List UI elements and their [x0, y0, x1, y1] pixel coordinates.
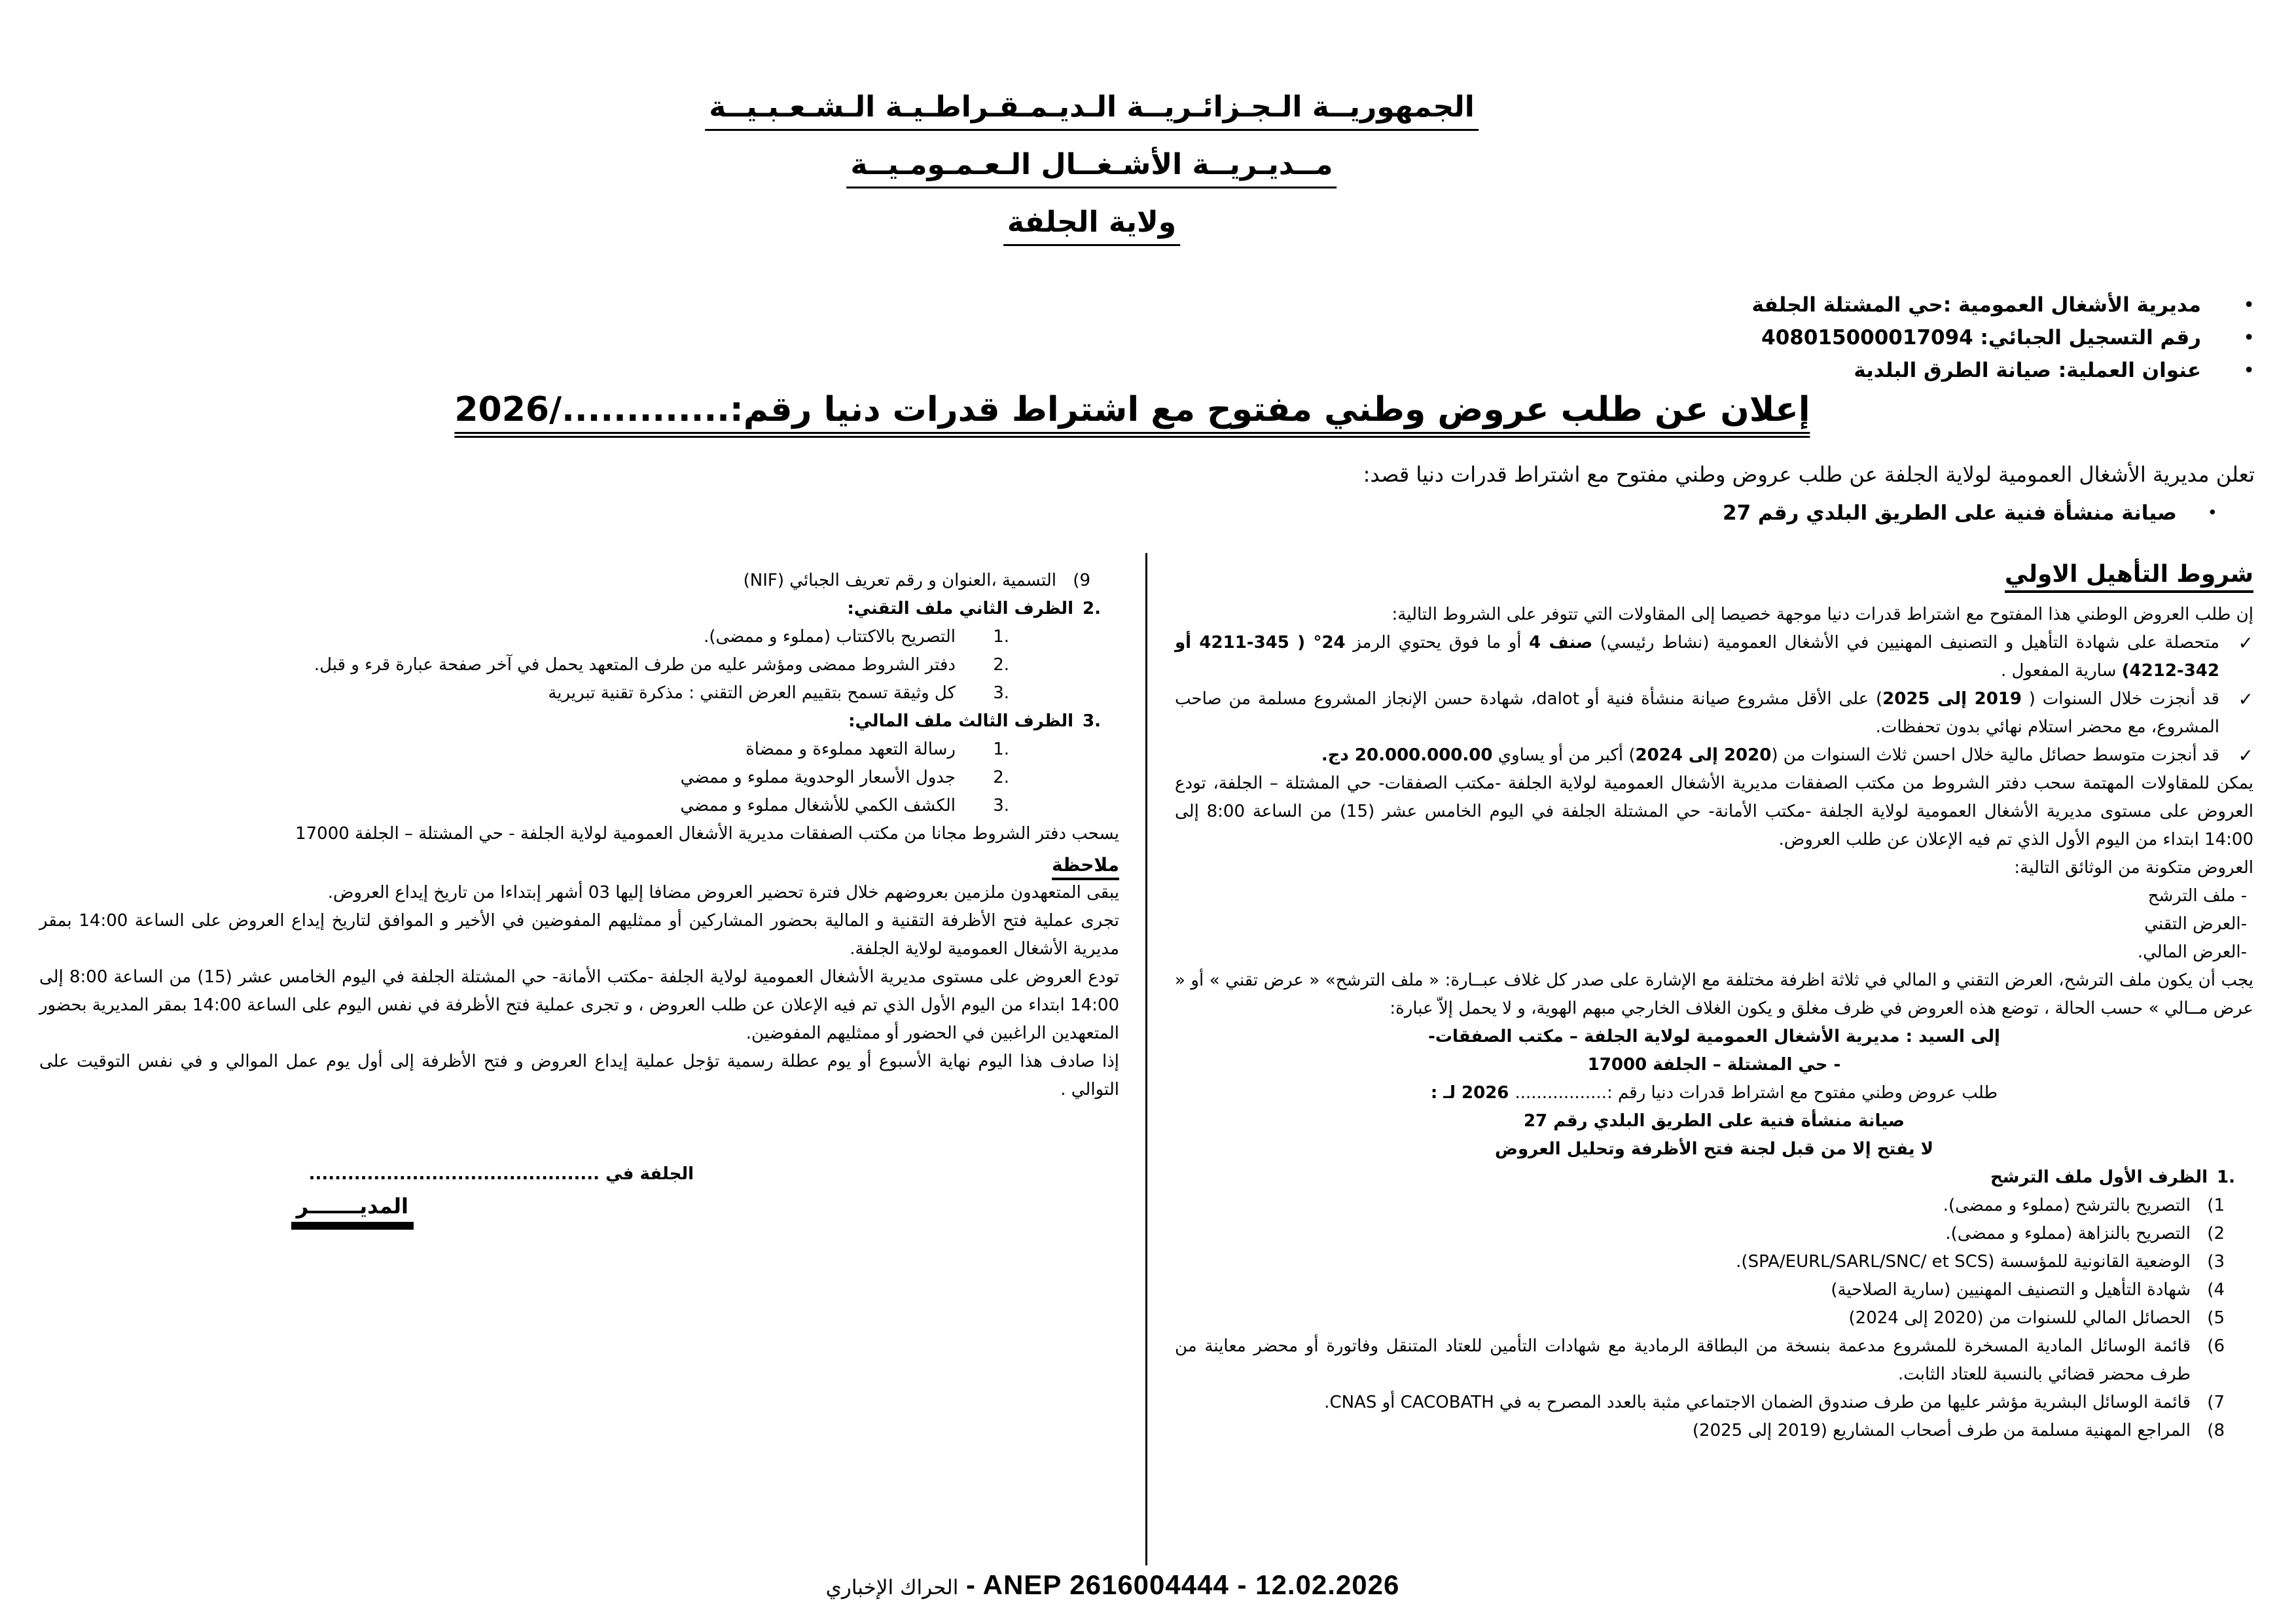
item-text: جدول الأسعار الوحدوية مملوء و ممضي: [680, 768, 956, 787]
column-right: [1175, 558, 2253, 1445]
checkmark-icon: ✓: [2238, 745, 2253, 766]
section-number: .2: [1083, 599, 1101, 618]
check-item: [1175, 685, 2253, 741]
list-item: [39, 792, 1119, 820]
bullet-icon: •: [2207, 503, 2217, 523]
text-run: ) أكبر من أو يساوي: [1492, 745, 1636, 765]
list-item: [1752, 359, 2255, 382]
paragraph: يبقى المتعهدون ملزمين بعروضهم خلال فترة تحضير العروض مضافا إليها 03 أشهر إبتداءا من تاريخ إيداع العروض.: [327, 883, 1119, 902]
page-title: [454, 390, 1810, 438]
item-number: 9): [1073, 571, 1090, 590]
doc-line: -العرض المالي.: [2137, 942, 2247, 962]
item-number: .2: [993, 768, 1009, 787]
item-number: .3: [993, 796, 1009, 815]
check-item: [1175, 629, 2253, 685]
item-text: قائمة الوسائل المادية المسخرة للمشروع مدعمة بنسخة من البطاقة الرمادية مع شهادات التأمين للعتاد المتنقل وفاتورة أو محضر معاينة من طرف محضر قضائي بالنسبة للعتاد الثابت.: [1175, 1336, 2191, 1384]
item-text: رسالة التعهد مملوءة و ممضاة: [745, 740, 956, 759]
header-directorate: مــديـريــة الأشـغــال الـعـمـومـيــة: [846, 148, 1336, 188]
list-item: [1175, 1304, 2253, 1332]
footer-separator: -: [958, 1569, 983, 1600]
item-text: قائمة الوسائل البشرية مؤشر عليها من طرف صندوق الضمان الاجتماعي مثبة بالعدد المصرح به في CACOBATH أو CNAS.: [1324, 1393, 2191, 1412]
item-text: الوضعية القانونية للمؤسسة (SPA/EURL/SARL/SNC/ et SCS).: [1736, 1252, 2191, 1272]
check-item-text: [1175, 629, 2219, 685]
header-republic: الجمهوريــة الـجـزائـريــة الـديـمـقـراطـيـة الـشـعـبـيــة: [705, 90, 1479, 131]
footer-source: الحراك الإخباري: [825, 1576, 959, 1599]
paragraph: يسحب دفتر الشروط مجانا من مكتب الصفقات مديرية الأشغال العمومية لولاية الجلفة - حي المشتلة – الجلفة 17000: [295, 824, 1119, 844]
item-number: 4): [2207, 1280, 2225, 1300]
list-item: [39, 764, 1119, 792]
envelope-address-line: لا يفتح إلا من قبل لجنة فتح الأظرفة وتحليل العروض: [1494, 1139, 1933, 1159]
info-tax-number: رقم التسجيل الجبائي: 408015000017094: [1761, 326, 2201, 349]
paragraph: يمكن للمقاولات المهتمة سحب دفتر الشروط من مكتب الصفقات مديرية الأشغال العمومية لولاية الجلفة -مكتب الصفقات- حي المشتلة – الجلفة، تودع العروض على مستوى مديرية الأشغال العمومية لولاية الجلفة -مكتب الأمانة- حي المشتلة الجلفة في اليوم الخامس عشر (15) من الساعة 8:00 إلى 14:00 ابتداء من اليوم الأول الذي تم فيه الإعلان عن طلب العروض.: [1175, 774, 2253, 849]
item-number: .1: [993, 627, 1009, 647]
check-item-text: [1175, 741, 2219, 770]
note-heading-text: ملاحظة: [1052, 854, 1119, 880]
list-item: [1175, 1332, 2253, 1389]
list-item: [1752, 293, 2255, 317]
envelope-address-line: إلى السيد : مديرية الأشغال العمومية لولاية الجلفة – مكتب الصفقات-: [1428, 1027, 2000, 1046]
info-operation-title: عنوان العملية: صيانة الطرق البلدية: [1854, 359, 2201, 382]
page-title-text: إعلان عن طلب عروض وطني مفتوح مع اشتراط قدرات دنيا رقم:............./2026: [454, 390, 1810, 438]
item-number: 5): [2207, 1308, 2225, 1328]
section-title: الظرف الأول ملف الترشح: [1990, 1168, 2208, 1187]
bullet-icon: •: [2243, 359, 2255, 382]
header-wilaya: ولاية الجلفة: [1003, 205, 1180, 246]
info-bullets: [1752, 293, 2255, 391]
text-run: طلب عروض وطني مفتوح مع اشتراط قدرات دنيا رقم :.................: [1515, 1083, 1998, 1103]
envelope-address-line: [1175, 1079, 2253, 1107]
section-number: .1: [2217, 1168, 2235, 1187]
list-item: [1752, 326, 2255, 349]
item-number: 3): [2207, 1252, 2225, 1272]
list-item: [39, 679, 1119, 707]
text-run: ) على الأقل مشروع صيانة منشأة فنية أو dalot، شهادة حسن الإنجاز المشروع مسلمة من صاحب المشروع، مع محضر استلام نهائي بدون تحفظات.: [1175, 689, 2219, 737]
text-run: أو ما فوق يحتوي الرمز: [1345, 633, 1530, 652]
item-number: 8): [2207, 1421, 2225, 1440]
list-item: [1175, 1248, 2253, 1276]
intro-line: تعلن مديرية الأشغال العمومية لولاية الجلفة عن طلب عروض وطني مفتوح مع اشتراط قدرات دنيا قصد:: [1363, 462, 2255, 487]
bold-run: 2019 إلى 2025: [1882, 689, 2022, 709]
item-text: التسمية ،العنوان و رقم تعريف الجبائي (NIF): [743, 571, 1056, 590]
section-heading: [39, 707, 1119, 736]
checkmark-icon: ✓: [2238, 688, 2253, 710]
checkmark-icon: ✓: [2238, 632, 2253, 654]
doc-line: - ملف الترشح: [2147, 886, 2247, 906]
text-run: متحصلة على شهادة التأهيل و التصنيف المهنيين في الأشغال العمومية (نشاط رئيسي): [1592, 633, 2219, 652]
footer-anep-reference: ANEP 2616004444 - 12.02.2026: [982, 1569, 1400, 1600]
section-title: الظرف الثالث ملف المالي:: [848, 711, 1073, 731]
paragraph: إن طلب العروض الوطني هذا المفتوح مع اشتراط قدرات دنيا موجهة خصيصا إلى المقاولات التي تتوفر على الشروط التالية:: [1391, 605, 2253, 624]
section-number: .3: [1083, 711, 1101, 731]
check-item: [1175, 741, 2253, 770]
paragraph: يجب أن يكون ملف الترشح، العرض التقني و المالي في ثلاثة اظرفة مختلفة مع الإشارة على صدر كل غلاف عبــارة: « ملف الترشح» « عرض تقني » أو « عرض مــالي » حسب الحالة ، توضع هذه العروض في ظرف مغلق و يكون الغلاف الخارجي مبهم الهوية، و لا يحمل إلاّ عبارة:: [1175, 971, 2253, 1018]
list-item: [39, 736, 1119, 764]
note-heading: [39, 851, 1119, 879]
column-divider: [1145, 553, 1147, 1565]
info-address: مديرية الأشغال العمومية :حي المشتلة الجلفة: [1751, 293, 2201, 317]
envelope-address-line: - حي المشتلة – الجلفة 17000: [1587, 1055, 1841, 1075]
director-signature-label: المديـــــــر: [291, 1192, 414, 1230]
list-item: [1175, 1417, 2253, 1445]
item-text: الحصائل المالي للسنوات من (2020 إلى 2024): [1848, 1308, 2191, 1328]
intro-bullet: [1723, 501, 2217, 525]
paragraph: العروض متكونة من الوثائق التالية:: [2014, 858, 2253, 878]
item-number: 1): [2207, 1196, 2225, 1215]
text-run: قد أنجزت خلال السنوات (: [2022, 689, 2219, 709]
list-item: [39, 567, 1119, 595]
bold-run: 2026 لـ :: [1430, 1083, 1515, 1103]
item-number: .1: [993, 740, 1009, 759]
section-title: الظرف الثاني ملف التقني:: [847, 599, 1073, 618]
paragraph: إذا صادف هذا اليوم نهاية الأسبوع أو يوم عطلة رسمية تؤجل عملية إيداع العروض و فتح الأظرفة إلى أول يوم عمل الموالي و في نفس التوقيت على التوالي .: [39, 1052, 1119, 1099]
item-number: 2): [2207, 1224, 2225, 1243]
qualification-heading-text: شروط التأهيل الاولي: [2005, 561, 2253, 593]
bullet-icon: •: [2243, 326, 2255, 349]
date-place-line: الجلفة في .............................................: [308, 1164, 694, 1184]
national-header: [705, 90, 1479, 263]
item-text: التصريح بالاكتتاب (مملوء و ممضى).: [704, 627, 956, 647]
doc-line: -العرض التقني: [2144, 914, 2247, 934]
qualification-heading: [1175, 558, 2253, 592]
paragraph: تودع العروض على مستوى مديرية الأشغال العمومية لولاية الجلفة -مكتب الأمانة- حي المشتلة الجلفة في اليوم الخامس عشر (15) من الساعة 8:00 إلى 14:00 ابتداء من اليوم الأول الذي تم فيه الإعلان عن طلب العروض ، و تجرى عملية فتح الأظرفة في نفس اليوم على الساعة 14:00 بمقر المديرية بحضور المتعهدين الراغبين في الحضور أو ممثليهم المفوضين.: [39, 967, 1119, 1043]
list-item: [1175, 1389, 2253, 1417]
section-heading: [1175, 1164, 2253, 1192]
paragraph: تجرى عملية فتح الأظرفة التقنية و المالية بحضور المشاركين أو ممثليهم المفوضين في الأخير و الموافق لتاريخ إيداع العروض على الساعة 14:00 بمقر مديرية الأشغال العمومية لولاية الجلفة.: [39, 911, 1120, 959]
list-item: [1175, 1192, 2253, 1220]
text-run: قد أنجزت متوسط حصائل مالية خلال احسن ثلاث السنوات من (: [1771, 745, 2219, 765]
list-item: [39, 623, 1119, 651]
item-text: التصريح بالنزاهة (مملوء و ممضى).: [1945, 1224, 2191, 1243]
list-item: [1175, 1276, 2253, 1304]
item-number: 6): [2207, 1336, 2225, 1356]
bold-run: 20.000.000.00 دج.: [1321, 745, 1493, 765]
list-item: [1175, 1220, 2253, 1248]
bold-run: 2020 إلى 2024: [1635, 745, 1772, 765]
item-text: الكشف الكمي للأشغال مملوء و ممضي: [680, 796, 956, 815]
list-item: [39, 651, 1119, 679]
bold-run: صنف 4: [1529, 633, 1593, 652]
item-number: .3: [993, 683, 1009, 703]
item-text: التصريح بالترشح (مملوء و ممضى).: [1943, 1196, 2191, 1215]
bold-run: ( 345-4211 أو 342-4212): [1175, 633, 2219, 681]
text-run: سارية المفعول .: [2000, 661, 2122, 681]
project-name: صيانة منشأة فنية على الطريق البلدي رقم 27: [1723, 501, 2177, 525]
item-number: .2: [993, 655, 1009, 675]
item-text: كل وثيقة تسمح بتقييم العرض التقني : مذكرة تقنية تبريرية: [548, 683, 956, 703]
bold-run: 24°: [1313, 633, 1346, 652]
section-heading: [39, 595, 1119, 623]
footer: [0, 1569, 2225, 1601]
item-number: 7): [2207, 1393, 2225, 1412]
check-item-text: [1175, 685, 2219, 741]
item-text: شهادة التأهيل و التصنيف المهنيين (سارية الصلاحية): [1831, 1280, 2191, 1300]
item-text: دفتر الشروط ممضى ومؤشر عليه من طرف المتعهد يحمل في آخر صفحة عبارة قرء و قبل.: [314, 655, 956, 675]
envelope-address-line: صيانة منشأة فنية على الطريق البلدي رقم 27: [1523, 1111, 1905, 1131]
item-text: المراجع المهنية مسلمة من طرف أصحاب المشاريع (2019 إلى 2025): [1692, 1421, 2191, 1440]
bullet-icon: •: [2243, 293, 2255, 317]
column-left: [39, 567, 1119, 1230]
